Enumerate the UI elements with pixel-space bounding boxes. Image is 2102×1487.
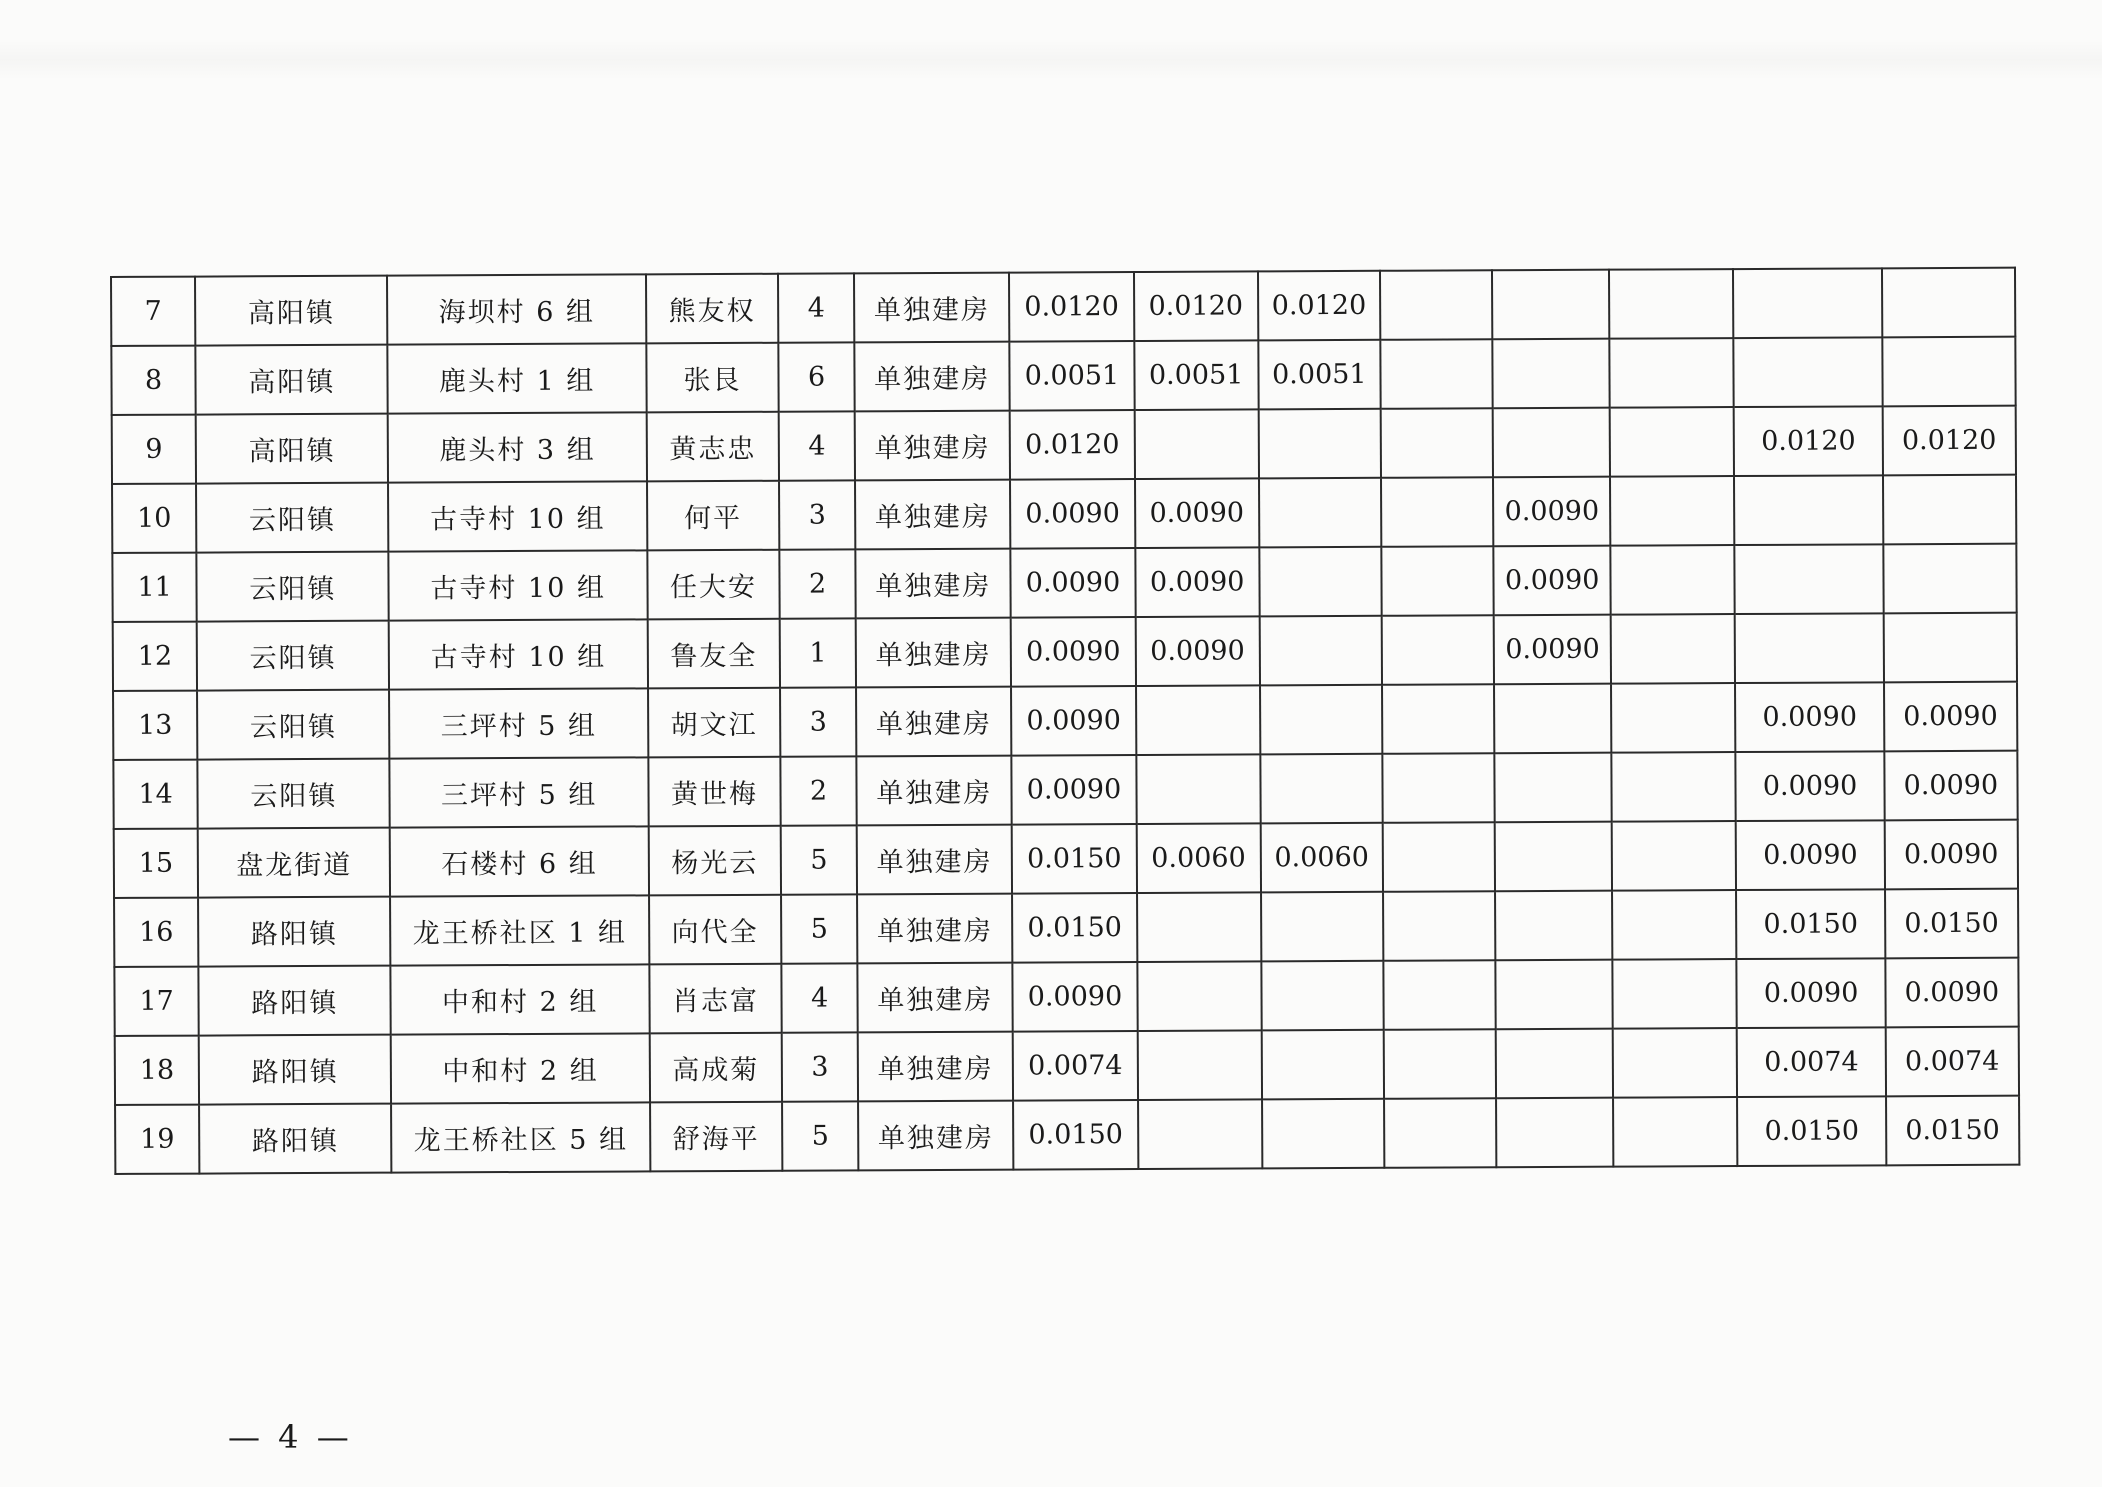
area-col-7-cell: 0.0120 [1734,406,1883,476]
household-name-cell: 舒海平 [650,1102,783,1172]
area-col-3-cell [1261,1030,1384,1100]
village-group-cell: 龙王桥社区 5 组 [391,1102,650,1172]
area-col-8-cell: 0.0150 [1886,1096,2020,1166]
table-row [113,682,2017,760]
village-group-cell: 古寺村 10 组 [389,619,648,689]
area-col-8-cell [1882,337,2016,407]
build-type-cell: 单独建房 [854,273,1010,343]
village-group-cell: 古寺村 10 组 [388,481,647,551]
area-col-5-cell [1495,822,1613,892]
build-type-cell: 单独建房 [855,549,1011,619]
table-row [111,268,2015,346]
area-total-cell: 0.0150 [1013,1100,1138,1170]
row-number: 8 [111,346,195,415]
household-size-cell: 3 [780,687,856,756]
area-col-8-cell: 0.0090 [1884,820,2018,890]
area-col-2-cell: 0.0060 [1136,823,1261,893]
row-number: 13 [113,691,197,760]
area-col-5-cell [1494,684,1612,754]
area-col-4-cell [1382,615,1495,685]
table-row [112,544,2016,622]
household-name-cell: 张艮 [646,343,779,413]
town-cell: 高阳镇 [195,276,388,346]
build-type-cell: 单独建房 [856,618,1012,688]
row-number: 19 [115,1105,199,1174]
area-col-6-cell [1609,269,1734,339]
row-number: 11 [112,553,196,622]
row-number: 12 [113,622,197,691]
area-col-8-cell: 0.0074 [1885,1027,2019,1097]
household-size-cell: 5 [781,894,857,963]
village-group-cell: 三坪村 5 组 [389,688,648,758]
household-size-cell: 5 [781,825,857,894]
area-col-2-cell [1136,754,1261,824]
area-col-4-cell [1381,408,1494,478]
table-row [111,337,2015,415]
build-type-cell: 单独建房 [854,342,1010,412]
town-cell: 路阳镇 [199,1104,392,1174]
area-col-3-cell [1260,754,1383,824]
town-cell: 云阳镇 [197,759,390,829]
household-name-cell: 肖志富 [649,964,782,1034]
table-row [115,1096,2019,1174]
build-type-cell: 单独建房 [855,480,1011,550]
village-group-cell: 石楼村 6 组 [390,826,649,896]
area-total-cell: 0.0090 [1011,548,1136,618]
area-col-8-cell [1883,613,2017,683]
area-col-8-cell: 0.0090 [1885,958,2019,1028]
household-size-cell: 5 [782,1101,858,1170]
build-type-cell: 单独建房 [858,1032,1014,1102]
household-size-cell: 4 [781,963,857,1032]
area-total-cell: 0.0150 [1012,824,1137,894]
town-cell: 路阳镇 [199,1035,392,1105]
household-size-cell: 4 [779,411,855,480]
area-col-4-cell [1382,684,1495,754]
area-col-2-cell: 0.0120 [1134,271,1259,341]
area-col-2-cell [1136,685,1261,755]
build-type-cell: 单独建房 [855,411,1011,481]
village-group-cell: 中和村 2 组 [391,964,650,1034]
household-name-cell: 任大安 [647,550,780,620]
area-total-cell: 0.0090 [1011,686,1136,756]
area-col-6-cell [1613,1097,1738,1167]
table-row [113,751,2017,829]
area-col-3-cell [1259,478,1382,548]
household-size-cell: 4 [778,273,854,342]
table-row [112,406,2016,484]
household-size-cell: 3 [782,1032,858,1101]
area-col-5-cell [1495,960,1613,1030]
area-col-4-cell [1381,477,1494,547]
household-name-cell: 黄志忠 [647,412,780,482]
village-group-cell: 龙王桥社区 1 组 [390,895,649,965]
area-col-6-cell [1613,1028,1738,1098]
area-total-cell: 0.0051 [1010,341,1135,411]
household-name-cell: 何平 [647,481,780,551]
area-col-4-cell [1383,822,1496,892]
area-col-4-cell [1382,753,1495,823]
village-group-cell: 鹿头村 3 组 [388,412,647,482]
area-col-5-cell: 0.0090 [1494,615,1612,685]
household-name-cell: 鲁友全 [648,619,781,689]
area-col-6-cell [1612,752,1737,822]
town-cell: 云阳镇 [196,483,389,553]
area-col-5-cell: 0.0090 [1493,477,1611,547]
build-type-cell: 单独建房 [856,687,1012,757]
area-col-3-cell: 0.0120 [1258,271,1381,341]
area-col-7-cell [1735,544,1884,614]
area-col-6-cell [1611,683,1736,753]
household-name-cell: 胡文江 [648,688,781,758]
area-col-2-cell [1137,961,1262,1031]
area-total-cell: 0.0090 [1013,962,1138,1032]
area-col-5-cell [1495,891,1613,961]
area-col-3-cell [1259,547,1382,617]
village-group-cell: 古寺村 10 组 [389,550,648,620]
household-name-cell: 杨光云 [649,826,782,896]
area-col-2-cell [1138,1099,1263,1169]
town-cell: 云阳镇 [197,621,390,691]
area-col-6-cell [1610,338,1735,408]
town-cell: 路阳镇 [199,966,392,1036]
area-total-cell: 0.0150 [1012,893,1137,963]
area-col-5-cell: 0.0090 [1493,546,1611,616]
area-col-8-cell: 0.0090 [1884,751,2018,821]
area-col-3-cell [1258,409,1381,479]
row-number: 9 [112,415,196,484]
row-number: 18 [115,1036,199,1105]
area-col-7-cell: 0.0090 [1737,958,1886,1028]
area-col-6-cell [1612,890,1737,960]
table-body [111,268,2019,1174]
area-col-6-cell [1612,821,1737,891]
area-col-6-cell [1611,614,1736,684]
area-col-8-cell: 0.0090 [1884,682,2018,752]
area-col-8-cell: 0.0120 [1882,406,2016,476]
area-col-4-cell [1384,1029,1497,1099]
area-col-3-cell [1261,892,1384,962]
town-cell: 盘龙街道 [198,828,391,898]
area-total-cell: 0.0120 [1009,272,1134,342]
household-name-cell: 熊友权 [646,274,779,344]
village-group-cell: 三坪村 5 组 [390,757,649,827]
area-col-5-cell [1496,1098,1614,1168]
row-number: 10 [112,484,196,553]
area-col-7-cell [1734,475,1883,545]
area-col-3-cell: 0.0060 [1260,823,1383,893]
table-row [114,889,2018,967]
area-col-7-cell [1734,337,1883,407]
area-col-7-cell: 0.0150 [1738,1096,1887,1166]
area-col-6-cell [1610,407,1735,477]
household-name-cell: 黄世梅 [648,757,781,827]
area-col-3-cell [1262,1099,1385,1169]
household-size-cell: 2 [780,756,856,825]
table-row [114,958,2018,1036]
area-col-4-cell [1383,960,1496,1030]
area-total-cell: 0.0074 [1013,1031,1138,1101]
build-type-cell: 单独建房 [857,894,1013,964]
row-number: 14 [113,760,197,829]
area-col-3-cell [1261,961,1384,1031]
area-col-6-cell [1610,476,1735,546]
area-col-8-cell: 0.0150 [1885,889,2019,959]
area-col-8-cell [1883,475,2017,545]
area-col-8-cell [1882,268,2016,338]
table-row [114,820,2018,898]
area-col-6-cell [1613,959,1738,1029]
area-total-cell: 0.0090 [1011,617,1136,687]
area-col-4-cell [1380,339,1493,409]
land-use-table [110,267,2020,1175]
build-type-cell: 单独建房 [858,1101,1014,1171]
household-name-cell: 向代全 [649,895,782,965]
area-col-5-cell [1493,408,1611,478]
household-size-cell: 1 [780,618,856,687]
row-number: 16 [114,898,198,967]
area-col-5-cell [1492,270,1610,340]
area-col-2-cell: 0.0051 [1134,340,1259,410]
area-col-4-cell [1380,270,1493,340]
area-total-cell: 0.0090 [1012,755,1137,825]
build-type-cell: 单独建房 [856,756,1012,826]
row-number: 17 [114,967,198,1036]
area-col-7-cell: 0.0074 [1737,1027,1886,1097]
area-col-5-cell [1496,1029,1614,1099]
build-type-cell: 单独建房 [857,825,1013,895]
area-col-7-cell: 0.0150 [1736,889,1885,959]
area-col-7-cell: 0.0090 [1735,682,1884,752]
area-col-2-cell: 0.0090 [1135,478,1260,548]
area-col-4-cell [1383,891,1496,961]
household-name-cell: 高成菊 [650,1033,783,1103]
table-row [112,475,2016,553]
area-col-8-cell [1883,544,2017,614]
row-number: 15 [114,829,198,898]
area-col-2-cell [1137,892,1262,962]
area-col-3-cell [1259,616,1382,686]
village-group-cell: 鹿头村 1 组 [388,343,647,413]
build-type-cell: 单独建房 [858,963,1014,1033]
table-row [113,613,2017,691]
town-cell: 路阳镇 [198,897,391,967]
town-cell: 高阳镇 [195,345,388,415]
area-col-6-cell [1611,545,1736,615]
household-size-cell: 3 [779,480,855,549]
town-cell: 云阳镇 [197,690,390,760]
area-col-7-cell: 0.0090 [1736,751,1885,821]
area-col-2-cell [1137,1030,1262,1100]
area-total-cell: 0.0090 [1010,479,1135,549]
area-total-cell: 0.0120 [1010,410,1135,480]
area-col-3-cell: 0.0051 [1258,340,1381,410]
area-col-2-cell: 0.0090 [1135,547,1260,617]
area-col-3-cell [1260,685,1383,755]
town-cell: 高阳镇 [196,414,389,484]
row-number: 7 [111,277,195,346]
area-col-7-cell [1735,613,1884,683]
scan-artifact [0,40,2102,80]
area-col-2-cell: 0.0090 [1135,616,1260,686]
area-col-5-cell [1492,339,1610,409]
page-number: — 4 — [228,1418,353,1456]
area-col-4-cell [1381,546,1494,616]
area-col-2-cell [1134,409,1259,479]
town-cell: 云阳镇 [196,552,389,622]
household-size-cell: 2 [779,549,855,618]
area-col-4-cell [1384,1098,1497,1168]
village-group-cell: 中和村 2 组 [391,1033,650,1103]
household-size-cell: 6 [778,342,854,411]
area-col-7-cell: 0.0090 [1736,820,1885,890]
village-group-cell: 海坝村 6 组 [387,274,646,344]
area-col-5-cell [1494,753,1612,823]
table-row [115,1027,2019,1105]
area-col-7-cell [1733,268,1882,338]
